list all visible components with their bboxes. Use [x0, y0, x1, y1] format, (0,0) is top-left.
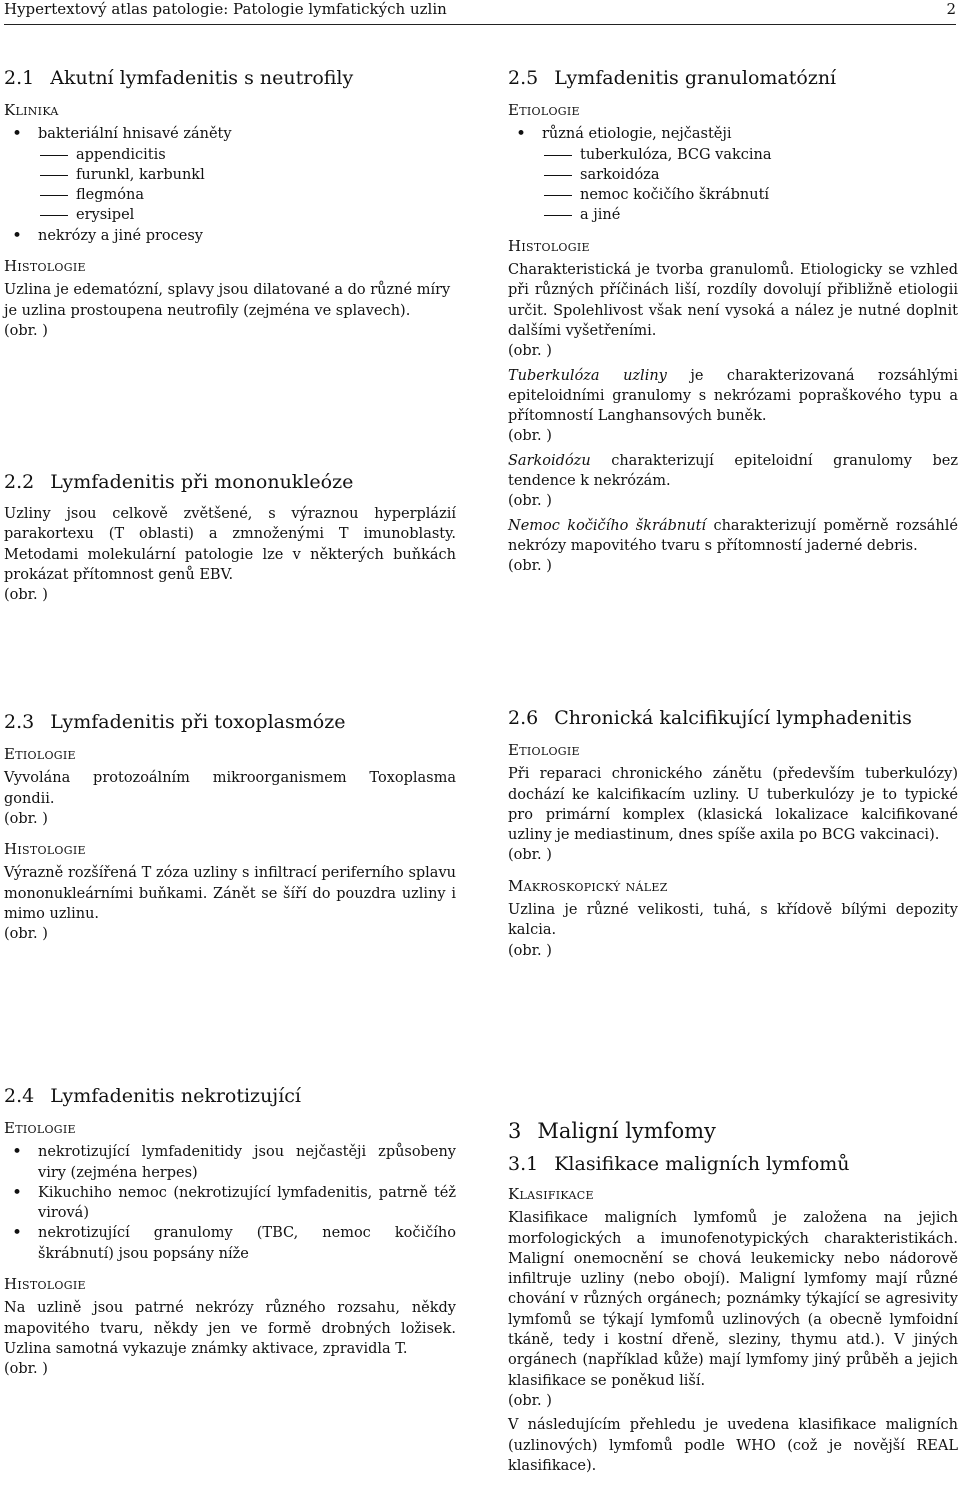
- klasifikace-text: Klasifikace maligních lymfomů je založena na jejich morfologických a imunofenotypických charakteristikách. Maligní onemocnění se chová leukemicky nebo nádorově infiltruje uzliny (nebo obojí). Maligní lymfomy mají různé chování v různých orgánech; poznámky týkající se agresivity lymfomů se týkají lymfomů uzlinových (a obecně lymfoidní tkáně, tedy i kostní dřeně, sleziny, thymu atd.). V jiných orgánech (například kůže) mají lymfomy jiný průběh a jejich klasifikace se poněkud liší.: [508, 1210, 958, 1389]
- list-item-text: bakteriální hnisavé záněty: [38, 126, 232, 143]
- section-3-1-heading: [508, 1152, 958, 1176]
- figure-link[interactable]: (obr. ): [4, 926, 48, 943]
- section-2-1-heading: [4, 66, 456, 90]
- etiologie-label: Etiologie: [4, 1119, 76, 1137]
- chapter-number: 3: [508, 1119, 522, 1143]
- klasifikace-text-2: V následujícím přehledu je uvedena klasifikace maligních (uzlinových) lymfomů podle WHO (což je novější REAL klasifikace).: [508, 1417, 958, 1474]
- figure-link[interactable]: (obr. ): [4, 587, 48, 604]
- chapter-title: Maligní lymfomy: [537, 1119, 716, 1143]
- figure-link[interactable]: (obr. ): [4, 1361, 48, 1378]
- sub-list-item: nemoc kočičího škrábnutí: [542, 185, 958, 205]
- running-head-title: Hypertextový atlas patologie: Patologie lymfatických uzlin: [4, 0, 447, 18]
- list-item: [508, 124, 958, 225]
- cat-scratch-text: charakterizují poměrně rozsáhlé nekrózy mapovitého tvaru s přítomností jaderné debris.: [508, 517, 958, 554]
- etiologie-list: [4, 1142, 456, 1264]
- section-number: 2.2: [4, 471, 35, 493]
- section-2-6: [508, 706, 958, 961]
- histologie-label: Histologie: [508, 236, 590, 255]
- figure-link[interactable]: (obr. ): [4, 322, 48, 339]
- section-title: Chronická kalcifikující lymphadenitis: [554, 707, 912, 729]
- makro-label: Makroskopický nález: [508, 876, 668, 895]
- section-number: 2.4: [4, 1085, 35, 1107]
- figure-link[interactable]: (obr. ): [4, 810, 48, 827]
- sub-list-item: flegmóna: [38, 185, 456, 205]
- etiologie-text: Při reparaci chronického zánětu (především tuberkulózy) dochází ke kalcifikacím uzliny. U tuberkulózy je to typické pro primární komplex (klasická lokalizace kalcifikované uzliny je mediastinum, dnes spíše axila po BCG vakcinaci).: [508, 766, 958, 844]
- cat-scratch-term: Nemoc kočičího škrábnutí: [508, 517, 707, 534]
- sub-list-item: furunkl, karbunkl: [38, 165, 456, 185]
- sub-list-item: sarkoidóza: [542, 165, 958, 185]
- etiologie-label: Etiologie: [508, 741, 580, 759]
- list-item: • nekrotizující lymfadenitidy jsou nejčastěji způsobeny viry (zejména herpes): [4, 1142, 456, 1183]
- cat-scratch-paragraph: [508, 516, 958, 557]
- histologie-text: Na uzlině jsou patrné nekrózy různého rozsahu, někdy mapovitého tvaru, někdy jen ve formě drobných ložisek. Uzlina samotná vykazuje známky aktivace, zpravidla T.: [4, 1300, 456, 1357]
- section-2-6-heading: [508, 706, 958, 730]
- makro-text: Uzlina je různé velikosti, tuhá, s křídově bílými depozity kalcia.: [508, 902, 958, 939]
- list-item: • nekrózy a jiné procesy: [4, 226, 456, 246]
- figure-link[interactable]: (obr. ): [508, 493, 552, 510]
- sub-list: [542, 145, 958, 226]
- list-item: [4, 124, 456, 225]
- section-title: Lymfadenitis granulomatózní: [554, 67, 837, 89]
- figure-link[interactable]: (obr. ): [508, 428, 552, 445]
- section-number: 2.6: [508, 707, 539, 729]
- section-number: 2.5: [508, 67, 539, 89]
- sarcoid-paragraph: [508, 451, 958, 492]
- figure-link[interactable]: (obr. ): [508, 847, 552, 864]
- list-item-text: různá etiologie, nejčastěji: [542, 126, 732, 143]
- section-number: 2.3: [4, 711, 35, 733]
- section-number: 3.1: [508, 1153, 539, 1175]
- figure-link[interactable]: (obr. ): [508, 558, 552, 575]
- sub-list-item: tuberkulóza, BCG vakcina: [542, 145, 958, 165]
- histologie-label: Histologie: [4, 840, 86, 859]
- section-text: Uzliny jsou celkově zvětšené, s výraznou hyperplázií parakortexu (T oblasti) a zmnoženými T imunoblasty. Metodami molekulární patologie lze v některých buňkách prokázat přítomnost genů EBV.: [4, 506, 456, 583]
- running-head: [4, 0, 956, 18]
- list-item: • nekrotizující granulomy (TBC, nemoc kočičího škrábnutí) jsou popsány níže: [4, 1223, 456, 1264]
- sarcoid-term: Sarkoidózu: [508, 452, 591, 469]
- section-2-3: [4, 710, 456, 945]
- section-2-1: [4, 66, 456, 341]
- section-title: Lymfadenitis nekrotizující: [50, 1085, 301, 1107]
- section-number: 2.1: [4, 67, 35, 89]
- klinika-list: [4, 124, 456, 246]
- klasifikace-label: Klasifikace: [508, 1185, 594, 1203]
- list-item: • Kikuchiho nemoc (nekrotizující lymfadenitis, patrně též virová): [4, 1183, 456, 1224]
- page-number: 2: [946, 0, 956, 18]
- sarcoid-text: charakterizují epiteloidní granulomy bez tendence k nekrózám.: [508, 452, 958, 490]
- sub-list-item: erysipel: [38, 205, 456, 225]
- histologie-text: Výrazně rozšířená T zóza uzliny s infiltrací periferního splavu mononukleárními buňkami. Zánět se šíří do pouzdra uzliny i mimo uzlinu.: [4, 865, 456, 923]
- section-2-4-heading: [4, 1084, 456, 1108]
- etiologie-list: [508, 124, 958, 225]
- section-3: [508, 1118, 958, 1476]
- histologie-text: Uzlina je edematózní, splavy jsou dilatované a do různé míry je uzlina prostoupena neutrofily (zejména ve splavech).: [4, 282, 451, 319]
- klinika-label: Klinika: [4, 101, 59, 119]
- histologie-label: Histologie: [4, 257, 86, 276]
- section-title: Akutní lymfadenitis s neutrofily: [50, 67, 354, 89]
- header-rule: [4, 24, 956, 25]
- section-title: Lymfadenitis při mononukleóze: [50, 471, 354, 493]
- etiologie-text: Vyvolána protozoálním mikroorganismem Toxoplasma gondii.: [4, 770, 456, 807]
- histologie-label: Histologie: [4, 1275, 86, 1294]
- figure-link[interactable]: (obr. ): [508, 942, 552, 959]
- chapter-3-heading: [508, 1118, 958, 1144]
- section-2-5-heading: [508, 66, 958, 90]
- figure-link[interactable]: (obr. ): [508, 1392, 552, 1409]
- sub-list: [38, 145, 456, 226]
- etiologie-label: Etiologie: [508, 101, 580, 119]
- sub-list-item: appendicitis: [38, 145, 456, 165]
- sub-list-item: a jiné: [542, 205, 958, 225]
- section-2-5: [508, 66, 958, 577]
- etiologie-label: Etiologie: [4, 745, 76, 763]
- tbc-term: Tuberkulóza uzliny: [508, 367, 667, 384]
- section-title: Klasifikace maligních lymfomů: [554, 1153, 850, 1175]
- tbc-paragraph: [508, 366, 958, 427]
- section-2-3-heading: [4, 710, 456, 734]
- section-2-2-heading: [4, 470, 456, 494]
- section-2-2: [4, 470, 456, 605]
- tbc-text: je charakterizovaná rozsáhlými epiteloidními granulomy s nekrózami popraškového typu a přítomností Langhansových buněk.: [508, 367, 958, 425]
- section-2-4: [4, 1084, 456, 1380]
- histologie-text: Charakteristická je tvorba granulomů. Etiologicky se vzhled při různých příčinách liší, rozdíly dovolují přibližně etiologii určit. Spolehlivost však není vysoká a nález je nutné doplnit dalšími vyšetřeními.: [508, 262, 958, 339]
- section-title: Lymfadenitis při toxoplasmóze: [50, 711, 346, 733]
- figure-link[interactable]: (obr. ): [508, 343, 552, 360]
